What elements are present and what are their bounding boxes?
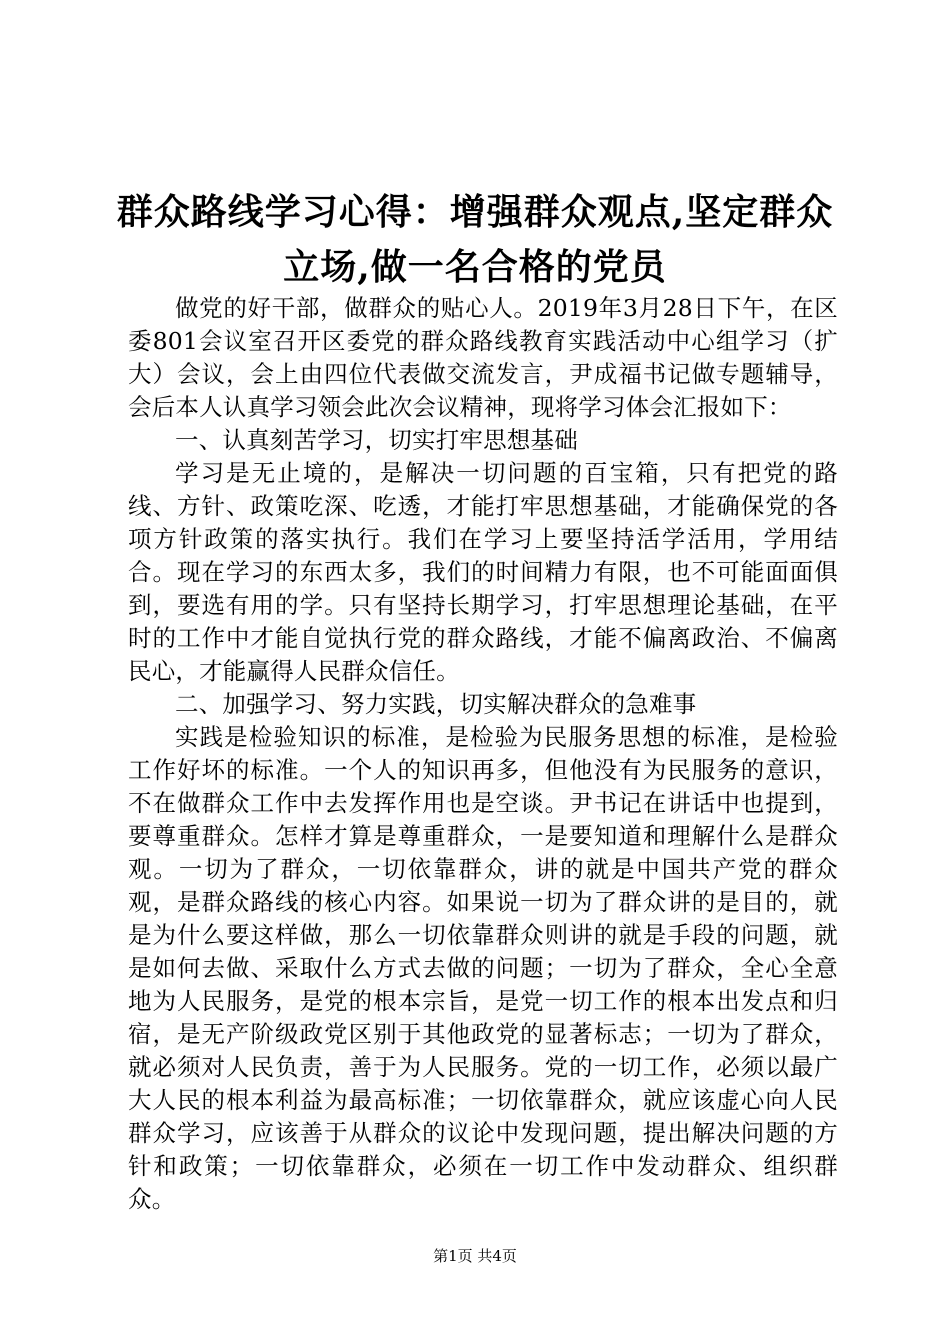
title-line-2: 立场,做一名合格的党员 bbox=[283, 246, 667, 288]
paragraph-intro: 做党的好干部，做群众的贴心人。2019年3月28日下午，在区委801会议室召开区委党的群众路线教育实践活动中心组学习（扩大）会议，会上由四位代表做交流发言，尹成福书记做专题辅导，会后本人认真学习领会此次会议精神，现将学习体会汇报如下： bbox=[128, 294, 838, 421]
section-heading-1: 一、认真刻苦学习，切实打牢思想基础 bbox=[175, 426, 578, 454]
section-heading-2: 二、加强学习、努力实践，切实解决群众的急难事 bbox=[175, 690, 697, 718]
paragraph-section-1: 学习是无止境的，是解决一切问题的百宝箱，只有把党的路线、方针、政策吃深、吃透，才能打牢思想基础，才能确保党的各项方针政策的落实执行。我们在学习上要坚持活学活用，学用结合。现在学习的东西太多，我们的时间精力有限，也不可能面面俱到，要选有用的学。只有坚持长期学习，打牢思想理论基础，在平时的工作中才能自觉执行党的群众路线，才能不偏离政治、不偏离民心，才能赢得人民群众信任。 bbox=[128, 459, 838, 685]
paragraph-section-2: 实践是检验知识的标准，是检验为民服务思想的标准，是检验工作好坏的标准。一个人的知识再多，但他没有为民服务的意识，不在做群众工作中去发挥作用也是空谈。尹书记在讲话中也提到，要尊重群众。怎样才算是尊重群众，一是要知道和理解什么是群众观。一切为了群众，一切依靠群众，讲的就是中国共产党的群众观，是群众路线的核心内容。如果说一切为了群众讲的是目的，就是为什么要这样做，那么一切依靠群众则讲的就是手段的问题，就是如何去做、采取什么方式去做的问题；一切为了群众，全心全意地为人民服务，是党的根本宗旨，是党一切工作的根本出发点和归宿，是无产阶级政党区别于其他政党的显著标志；一切为了群众，就必须对人民负责，善于为人民服务。党的一切工作，必须以最广大人民的根本利益为最高标准；一切依靠群众，就应该虚心向人民群众学习，应该善于从群众的议论中发现问题，提出解决问题的方针和政策；一切依靠群众，必须在一切工作中发动群众、组织群众。 bbox=[128, 723, 838, 1213]
page-footer: 第1页 共4页 bbox=[433, 1247, 517, 1265]
title-line-1: 群众路线学习心得：增强群众观点,坚定群众 bbox=[116, 191, 834, 233]
body-text bbox=[128, 292, 838, 1216]
